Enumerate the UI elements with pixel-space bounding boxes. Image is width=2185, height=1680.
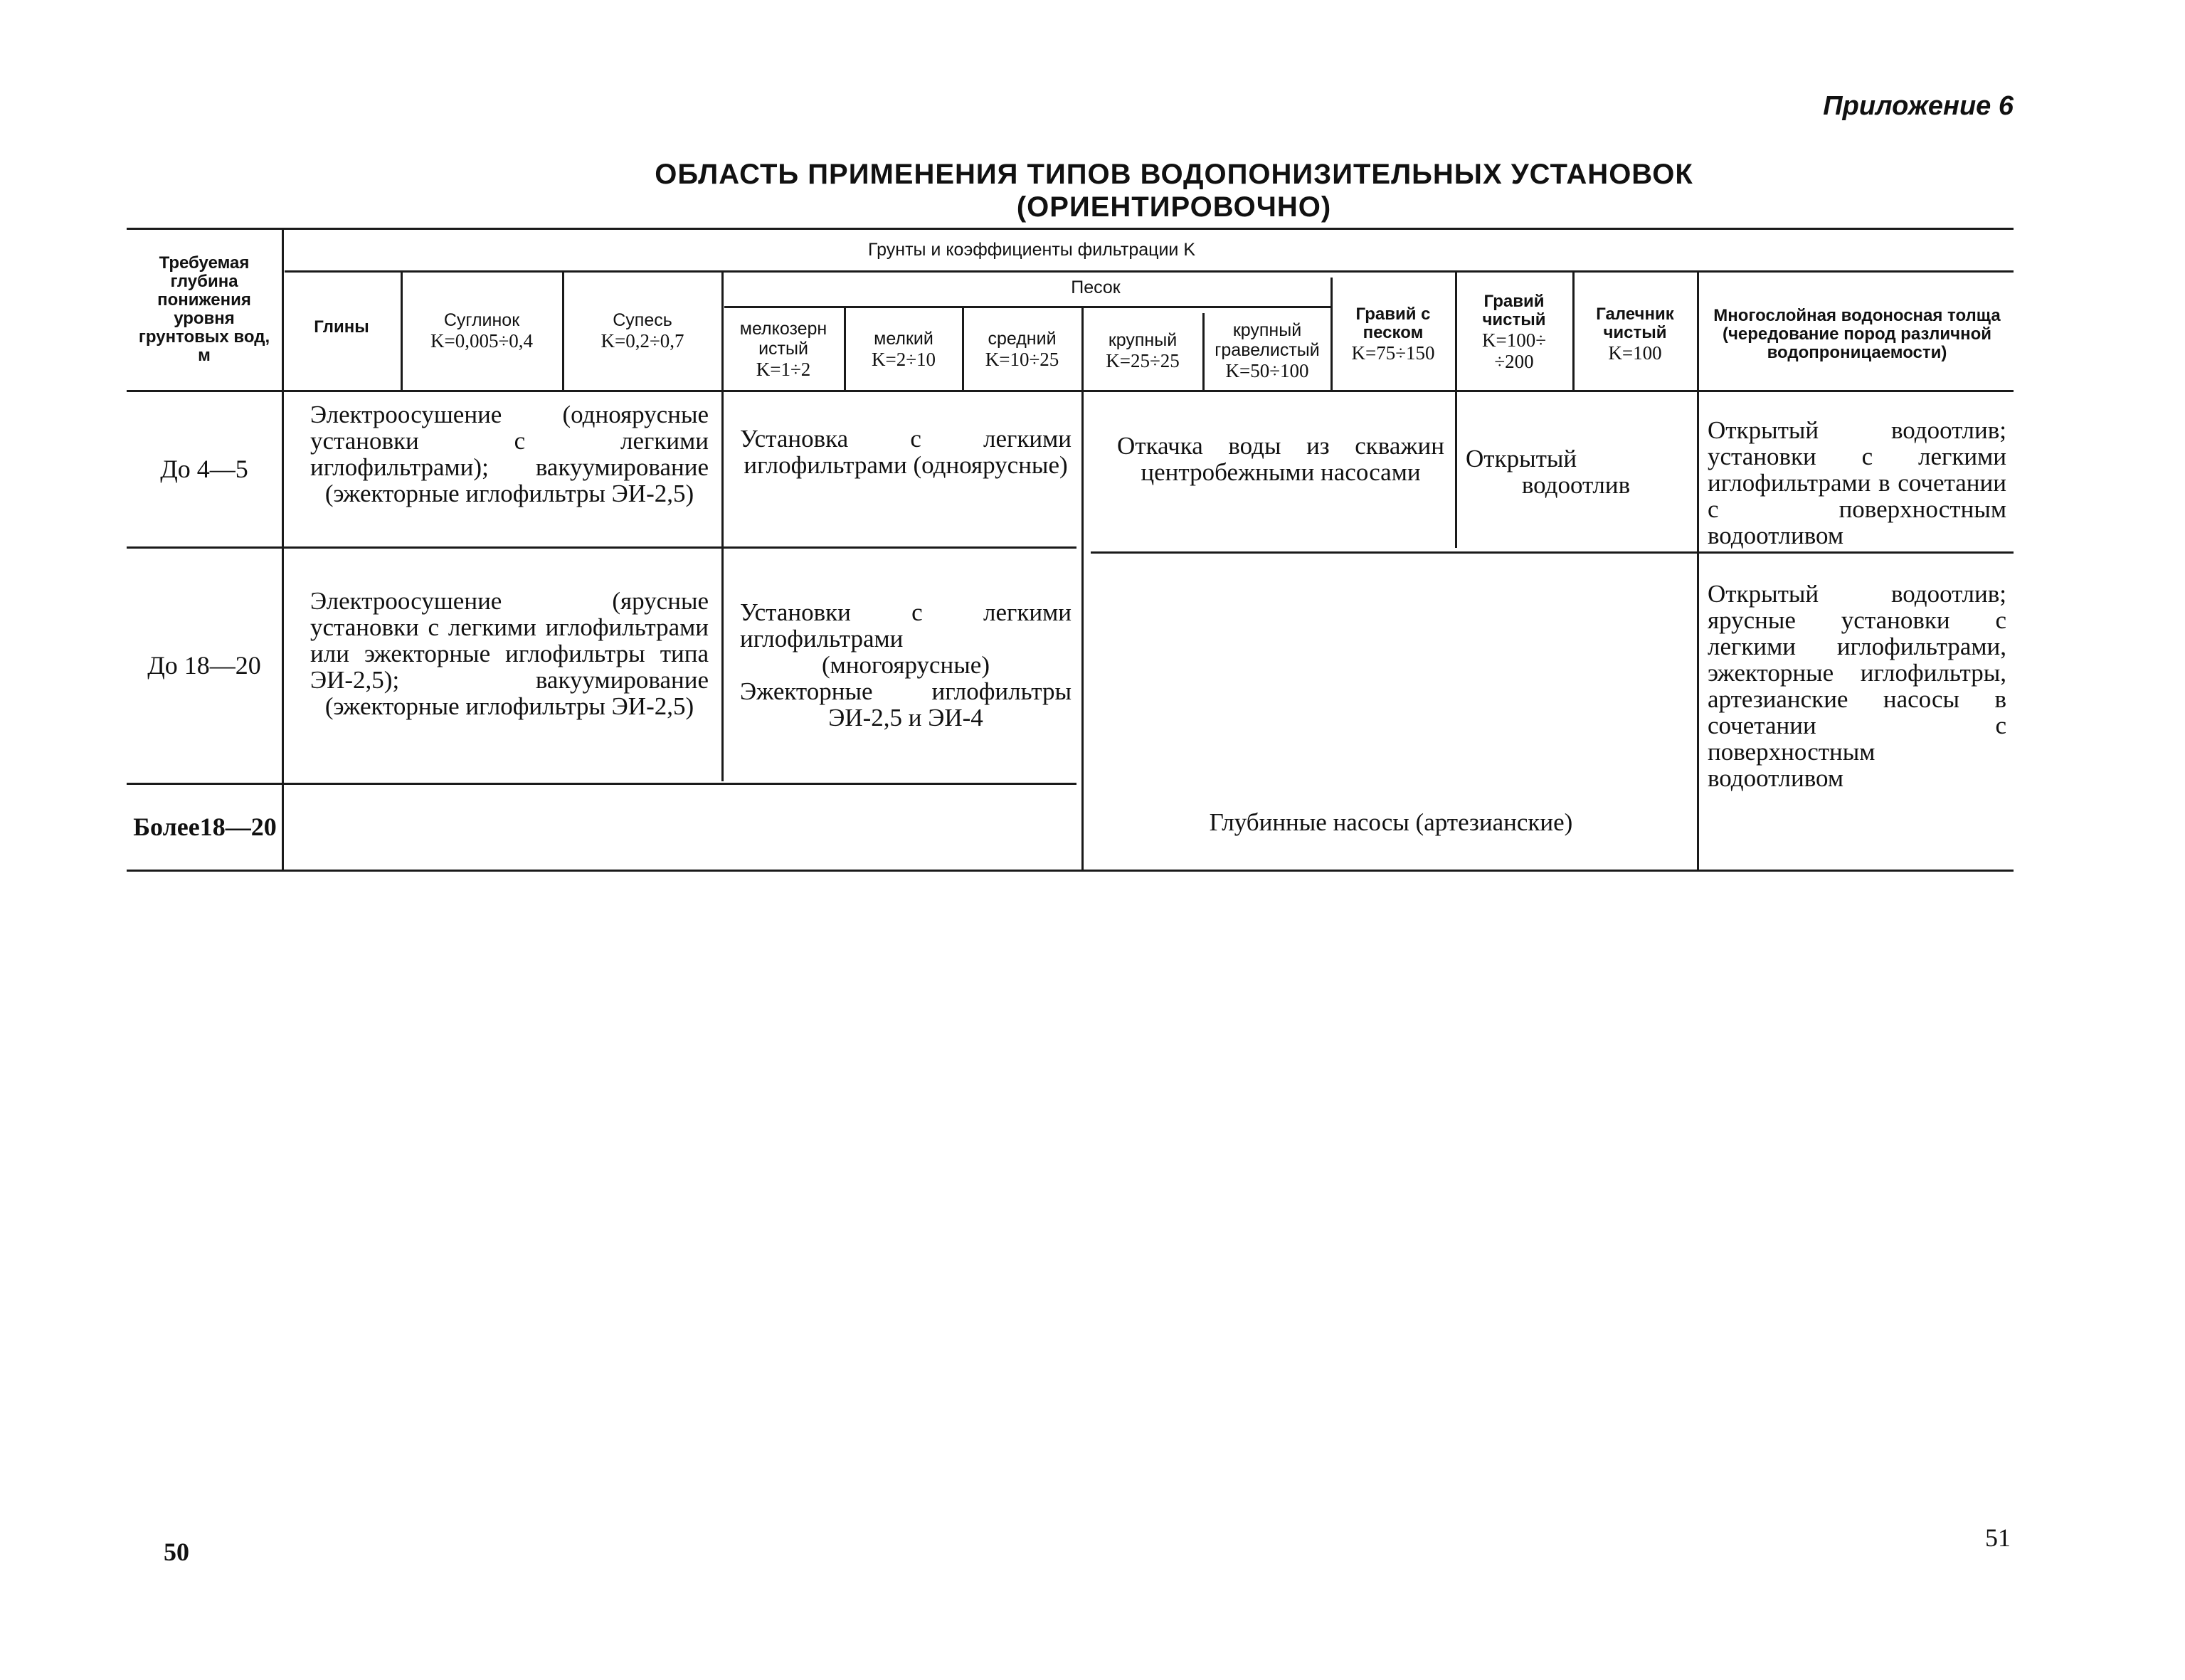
sandy-loam-col-rule [721, 270, 724, 781]
table-top-rule [127, 228, 2014, 230]
header-sand-group: Песок [1071, 278, 1121, 297]
row2-depth: До 18—20 [147, 651, 261, 680]
row1-clay-to-sandy-loam: Электроосушение (одноярусные установки с легкими иглофильтрами); вакуумирование (эжекторные иглофильтры ЭИ-2,5) [310, 401, 709, 507]
sand-group-rule [724, 306, 1330, 308]
appendix-label: Приложение 6 [1823, 91, 2014, 121]
header-fine-grain [724, 310, 842, 389]
title-line-2: (ОРИЕНТИРОВОЧНО) [1016, 191, 1332, 223]
header-soils-group-text: Грунты и коэффициенты фильтрации K [868, 240, 1195, 260]
row1-depth: До 4—5 [160, 455, 248, 483]
header-pebble-clean [1575, 285, 1695, 384]
header-gravel-sand-k: K=75÷150 [1351, 342, 1435, 364]
header-sandy-loam-k: K=0,2÷0,7 [601, 330, 684, 352]
header-bottom-rule [127, 390, 2014, 392]
table-bottom-rule [127, 870, 2014, 872]
header-clay: Глины [314, 317, 369, 337]
soils-group-rule [285, 270, 2014, 273]
header-medium [964, 310, 1080, 389]
depth-col-rule [282, 228, 284, 870]
page-number-right: 51 [1985, 1523, 2011, 1552]
row2-fine-sands-line2: Эжекторные иглофильтры ЭИ-2,5 и ЭИ-4 [740, 677, 1072, 731]
header-fine-grain-name: мелкозернистый [739, 319, 827, 359]
header-coarse-k: K=25÷25 [1106, 350, 1180, 371]
header-soils-group [711, 233, 1352, 266]
row2-fine-sands-line1: Установки с легкими иглофильтрами (многоярусные) [740, 598, 1072, 679]
row2-fine-sands [740, 599, 1072, 731]
header-sandy-loam-name: Супесь [613, 310, 672, 330]
row3-depth: Более18—20 [133, 813, 277, 841]
header-coarse [1084, 313, 1202, 389]
row1-multilayer: Открытый водоотлив; установки с легкими иглофильтрами в сочетании с поверхностным водоотливом [1708, 416, 2006, 549]
header-loam [403, 299, 561, 363]
row2-multilayer: Открытый водоотлив; ярусные установки с легкими иглофильтрами, эжекторные иглофильтры, артезианские насосы в сочетании с поверхностным водоотливом [1708, 580, 2006, 792]
row3-deep-pumps [1089, 797, 1693, 847]
row1-fine-sands: Установка с легкими иглофильтрами (одноярусные) [740, 425, 1072, 479]
row1-bottom-rule [127, 546, 1076, 549]
row1-gravel-pebble: Открытый водоотлив [1466, 445, 1631, 499]
header-pebble-clean-name: Галечник чистый [1596, 305, 1674, 342]
header-gravel-sand [1333, 285, 1454, 384]
header-coarse-name: крупный [1108, 330, 1178, 350]
header-fine-grain-k: K=1÷2 [756, 359, 811, 380]
header-loam-name: Суглинок [443, 310, 520, 330]
header-fine-k: K=2÷10 [871, 349, 936, 370]
header-gravel-clean [1457, 279, 1571, 386]
header-loam-k: K=0,005÷0,4 [430, 330, 534, 352]
header-gravel-clean-k: K=100÷ ÷200 [1481, 329, 1547, 372]
medium-col-rule [1081, 306, 1084, 870]
header-fine-name: мелкий [874, 329, 933, 349]
row2-clay-to-sandy-loam: Электроосушение (ярусные установки с легкими иглофильтрами или эжекторные иглофильтры типа ЭИ-2,5); вакуумирование (эжекторные иглофильтры ЭИ-2,5) [310, 587, 709, 720]
header-medium-name: средний [988, 329, 1057, 349]
header-depth: Требуемая глубина понижения уровня грунтовых вод, м [138, 253, 270, 365]
row2-bottom-rule [127, 783, 1076, 785]
header-pebble-clean-k: K=100 [1608, 342, 1662, 364]
header-coarse-gravelly-k: K=50÷100 [1225, 360, 1309, 381]
header-fine [846, 310, 961, 389]
header-gravel-clean-name: Гравий чистый [1482, 292, 1546, 329]
row1-right-bottom-rule [1091, 551, 2014, 554]
row1-coarse-to-gravel-sand: Откачка воды из скважин центробежными насосами [1117, 432, 1444, 486]
header-coarse-gravelly-name: крупный гравелистый [1215, 320, 1320, 360]
header-coarse-gravelly [1205, 313, 1330, 389]
row3-deep-pumps-text: Глубинные насосы (артезианские) [1209, 808, 1573, 836]
header-medium-k: K=10÷25 [985, 349, 1059, 370]
page-number-left: 50 [164, 1538, 189, 1566]
header-gravel-sand-name: Гравий с песком [1355, 305, 1431, 342]
title-line-1: ОБЛАСТЬ ПРИМЕНЕНИЯ ТИПОВ ВОДОПОНИЗИТЕЛЬНЫХ УСТАНОВОК [655, 159, 1693, 190]
header-sandy-loam [564, 299, 721, 363]
header-multilayer: Многослойная водоносная толща (чередование пород различной водопроницаемости) [1713, 306, 2001, 362]
pebble-col-rule [1697, 270, 1699, 870]
